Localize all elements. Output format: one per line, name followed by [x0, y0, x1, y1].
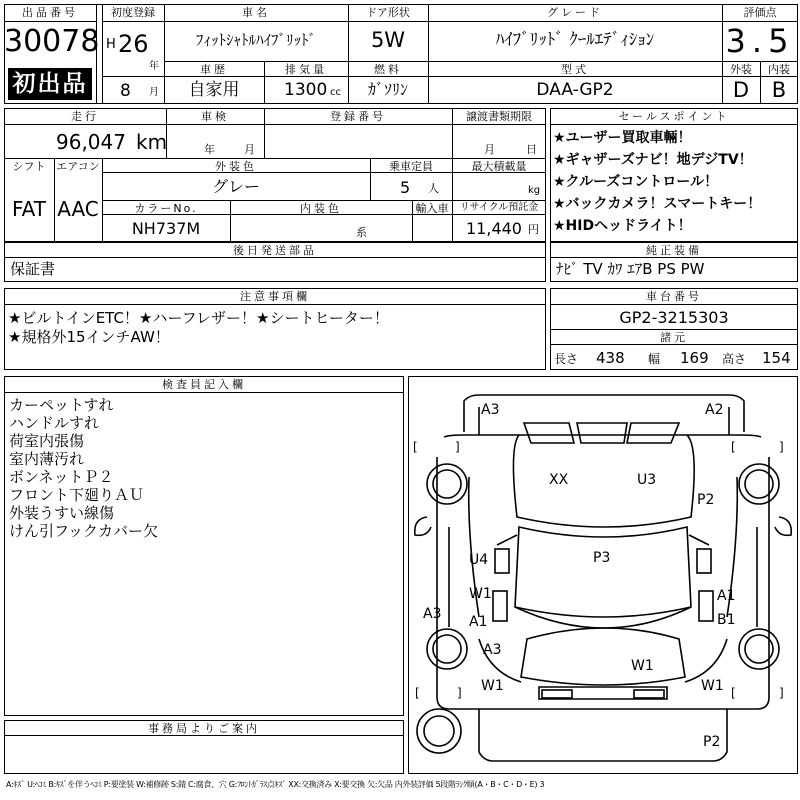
car-outline-diagram	[409, 377, 797, 773]
sales-point-1: ★ユーザー買取車輛！	[553, 130, 692, 146]
damage-mark-a3-left-mirror: A3	[423, 606, 442, 622]
inspect-month-unit: 月	[244, 143, 255, 156]
bracket-left-1: [	[413, 440, 418, 454]
bracket-left-3: [	[415, 686, 420, 700]
notes-line-2: ★規格外15インチAW！	[8, 328, 170, 346]
damage-mark-a3-rear-left: A3	[483, 642, 502, 658]
width-value: 169	[680, 349, 709, 367]
inspect-year-unit: 年	[204, 143, 215, 156]
notes-label: 注意事項欄	[240, 290, 310, 303]
inspector-line: ハンドルすれ	[9, 414, 100, 432]
load-unit: kg	[528, 185, 541, 196]
bracket-right-4: ]	[779, 686, 784, 700]
int-label: 内装	[768, 63, 790, 76]
sales-point-4: ★バックカメラ！スマートキー！	[553, 196, 762, 212]
bracket-right-2: ]	[779, 440, 784, 454]
inspector-line: 室内薄汚れ	[9, 450, 85, 468]
height-value: 154	[762, 349, 791, 367]
damage-mark-w1-rear-center: W1	[631, 658, 654, 674]
intcolor-unit: 系	[356, 226, 367, 239]
length-label: 長さ	[554, 352, 579, 366]
recycle-amount: 11,440	[466, 219, 522, 238]
ext-color: グレー	[211, 177, 260, 196]
bracket-right-3: ]	[457, 686, 462, 700]
legend: A:ｷｽﾞ U:ﾍｺﾐ B:ｷｽﾞを伴うﾍｺﾐ P:要塗装 W:補修跡 S:錆 C:腐食、穴 G:ﾌﾛﾝﾄｶﾞﾗｽ点ｷｽﾞ XX:交換済み X:要交換 欠:欠品 内外装評価 5段階ﾗﾝｸ順(A・B・C・D・E) 3	[6, 780, 545, 789]
history-label: 車歴	[200, 63, 228, 76]
bracket-left-4: [	[731, 686, 736, 700]
inspector-line: ボンネットＰ２	[9, 468, 114, 486]
chassis-label: 車台番号	[646, 290, 702, 303]
reg-month: 8	[120, 81, 131, 101]
car-name: ﾌｨｯﾄｼｬﾄﾙﾊｲﾌﾞﾘｯﾄﾞ	[195, 31, 316, 49]
grade-label: グレード	[547, 6, 603, 19]
grade: ﾊｲﾌﾞﾘｯﾄﾞ ｸｰﾙｴﾃﾞｨｼｮﾝ	[495, 30, 655, 50]
ext-label: 外装	[730, 63, 752, 76]
score: 3.5	[725, 22, 795, 60]
sales-point-2: ★ギャザーズナビ！地デジTV！	[553, 152, 753, 168]
transfer-month-unit: 月	[484, 143, 495, 156]
notes-line-1: ★ビルトインETC！★ハーフレザー！★シートヒーター！	[8, 309, 389, 327]
bracket-right-1: ]	[455, 440, 460, 454]
reg-year: 26	[118, 30, 149, 58]
damage-mark-a3-front-left: A3	[481, 402, 500, 418]
length-value: 438	[596, 349, 625, 367]
seats-unit: 人	[428, 182, 439, 195]
damage-mark-b1-right-door: B1	[717, 612, 736, 628]
transfer-label: 譲渡書類期限	[466, 110, 532, 123]
first-listing-badge: 初出品	[8, 68, 92, 100]
damage-mark-w1-left-door: W1	[469, 586, 492, 602]
inspector-line: フロント下廻りＡＵ	[9, 486, 145, 504]
import-label: 輸入車	[415, 202, 449, 215]
load-label: 最大積載量	[471, 160, 527, 173]
fuel-label: 燃料	[374, 63, 402, 76]
height-label: 高さ	[722, 352, 747, 366]
displacement-unit: cc	[330, 87, 341, 98]
recycle-unit: 円	[528, 223, 539, 236]
displacement: 1300	[284, 80, 328, 100]
inspector-line: カーペットすれ	[9, 396, 114, 414]
lot-number: 30078	[4, 24, 100, 59]
seats: 5	[400, 178, 411, 197]
equipment-label: 純正装備	[646, 244, 702, 257]
width-label: 幅	[648, 352, 661, 366]
inspect-label: 車検	[201, 110, 229, 123]
later-parts-label: 後日発送部品	[233, 244, 317, 257]
reg-era: H	[106, 37, 116, 52]
chassis-number: GP2-3215303	[619, 308, 729, 327]
history: 自家用	[188, 80, 240, 100]
damage-mark-p3-roof: P3	[593, 550, 611, 566]
mileage: 96,047	[56, 130, 126, 154]
inspector-notes	[9, 396, 158, 540]
damage-mark-a1-left-door: A1	[469, 614, 488, 630]
lot-label: 出品番号	[22, 6, 78, 19]
damage-mark-xx-hood: XX	[549, 472, 569, 488]
reg-label: 初度登録	[111, 6, 155, 19]
damage-mark-u4-left-door: U4	[469, 552, 489, 568]
model: DAA-GP2	[536, 80, 614, 100]
sales-point-5: ★HIDヘッドライト！	[553, 218, 692, 234]
model-label: 型式	[561, 63, 589, 76]
seats-label: 乗車定員	[389, 160, 433, 173]
mileage-label: 走行	[71, 110, 99, 123]
damage-mark-p2-right-fender: P2	[697, 492, 715, 508]
damage-mark-w1-rear-right: W1	[701, 678, 724, 694]
shift: FAT	[11, 197, 46, 221]
dims-label: 諸元	[660, 331, 688, 344]
inspector-line: けん引フックカバー欠	[9, 522, 158, 540]
fuel: ｶﾞｿﾘﾝ	[367, 80, 408, 99]
vehicle-info-section	[4, 108, 546, 242]
score-label: 評価点	[743, 6, 777, 19]
ac-label: エアコン	[56, 160, 100, 173]
reg-year-unit: 年	[149, 61, 159, 72]
damage-mark-a2-front-right: A2	[705, 402, 724, 418]
sales-points-label: セールスポイント	[618, 110, 730, 123]
name-label: 車名	[242, 6, 270, 19]
color-number: NH737M	[131, 219, 201, 238]
transfer-day-unit: 日	[526, 143, 537, 156]
door-label: ドア形状	[366, 6, 410, 19]
recycle-label: リサイクル預託金	[459, 202, 539, 213]
reg-month-unit: 月	[149, 87, 159, 98]
office-label: 事務局よりご案内	[148, 722, 260, 735]
ext-grade: D	[732, 78, 750, 102]
color-label: 外装色	[215, 160, 257, 173]
damage-mark-u3-hood: U3	[637, 472, 657, 488]
ac: AAC	[57, 197, 99, 221]
intcolor-label: 内装色	[300, 202, 342, 215]
regno-label: 登録番号	[330, 110, 386, 123]
inspector-label: 検査員記入欄	[162, 378, 246, 391]
damage-mark-a1-right-door: A1	[717, 588, 736, 604]
damage-diagram	[408, 376, 798, 774]
inspector-line: 荷室内張傷	[9, 432, 85, 450]
colorno-label: カラーNo.	[134, 202, 198, 215]
int-grade: B	[771, 78, 787, 102]
damage-mark-p2-rear-bumper: P2	[703, 734, 721, 750]
equipment-value: ﾅﾋﾞ TV ｶﾜ ｴｱB PS PW	[556, 260, 705, 278]
bracket-left-2: [	[731, 440, 736, 454]
later-parts-value: 保証書	[10, 260, 56, 278]
damage-mark-w1-rear-left: W1	[481, 678, 504, 694]
inspector-line: 外装うすい線傷	[9, 504, 115, 522]
disp-label: 排気量	[285, 63, 327, 76]
door-type: 5W	[370, 28, 406, 52]
shift-label: シフト	[12, 160, 46, 173]
mileage-unit: km	[136, 130, 168, 154]
sales-point-3: ★クルーズコントロール！	[553, 174, 719, 190]
